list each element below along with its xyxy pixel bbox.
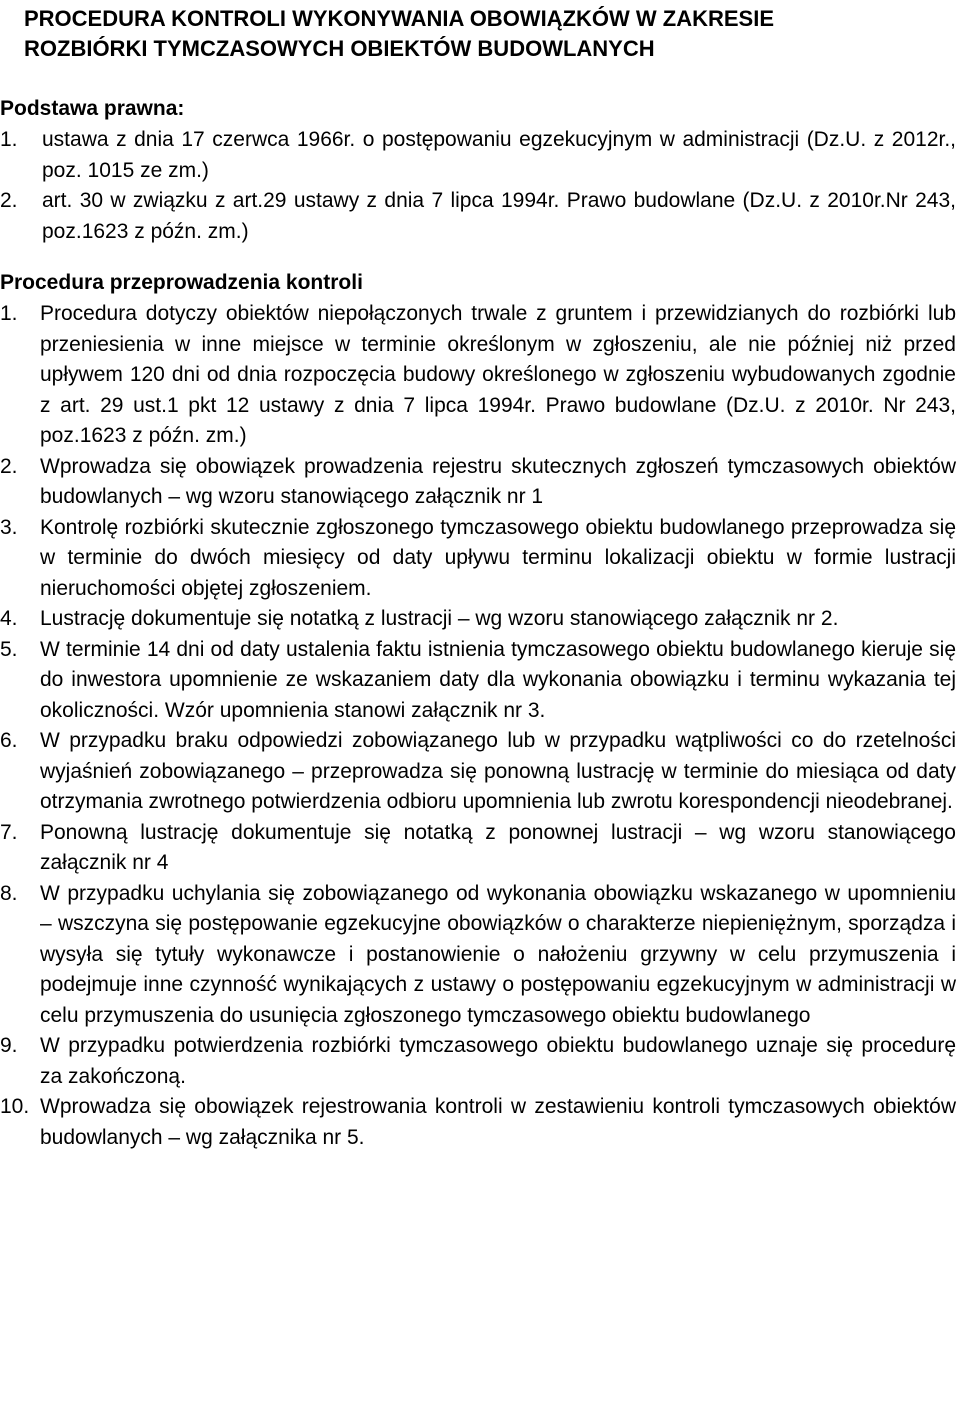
list-item-text: Wprowadza się obowiązek rejestrowania kontroli w zestawieniu kontroli tymczasowych obiektów budowlanych – wg załącznika nr 5.: [40, 1095, 956, 1149]
procedure-item: [0, 879, 956, 1032]
list-item-text: Wprowadza się obowiązek prowadzenia rejestru skutecznych zgłoszeń tymczasowych obiektów budowlanych – wg wzoru stanowiącego załącznik nr 1: [40, 454, 956, 508]
procedure-item: [0, 452, 956, 513]
list-item-text: Kontrolę rozbiórki skutecznie zgłoszonego tymczasowego obiektu budowlanego przeprowadza się w terminie do dwóch miesięcy od daty upływu terminu lokalizacji obiektu w formie lustracji nieruchomości objętej zgłoszeniem.: [40, 515, 956, 600]
list-item-number: 8.: [0, 881, 18, 905]
list-item-number: 5.: [0, 637, 18, 661]
list-item-text: art. 30 w związku z art.29 ustawy z dnia 7 lipca 1994r. Prawo budowlane (Dz.U. z 2010r.Nr 243, poz.1623 z późn. zm.): [42, 189, 956, 243]
list-item-number: 6.: [0, 729, 18, 752]
list-item-number: 2.: [0, 454, 18, 478]
list-item-text: Ponowną lustrację dokumentuje się notatką z ponownej lustracji – wg wzoru stanowiącego załącznik nr 4: [40, 820, 956, 874]
procedure-section: [0, 268, 956, 1153]
list-item-number: 4.: [0, 607, 18, 630]
document-title-line-1: PROCEDURA KONTROLI WYKONYWANIA OBOWIĄZKÓW W ZAKRESIE: [24, 6, 774, 31]
list-item-text: W przypadku potwierdzenia rozbiórki tymczasowego obiektu budowlanego uznaje się procedurę za zakończoną.: [40, 1034, 956, 1088]
list-item-text: Lustrację dokumentuje się notatką z lustracji – wg wzoru stanowiącego załącznik nr 2.: [40, 607, 839, 630]
list-item-number: 1.: [0, 302, 18, 325]
list-item-text: W przypadku uchylania się zobowiązanego od wykonania obowiązku wskazanego w upomnieniu – wszczyna się postępowanie egzekucyjne obowiązków o charakterze niepieniężnym, sporządza i wysyła się tytuły wykonawcze i postanowienie o nałożeniu grzywny w celu przymuszenia i podejmuje inne czynność wynikających z ustawy o postępowaniu egzekucyjnym w administracji w celu przymuszenia do usunięcia zgłoszonego tymczasowego obiektu budowlanego: [40, 881, 956, 1027]
procedure-item: [0, 635, 956, 727]
list-item-number: 1.: [0, 128, 18, 151]
procedure-item: [0, 513, 956, 605]
legal-basis-item: [0, 125, 956, 186]
list-item-text: W przypadku braku odpowiedzi zobowiązanego lub w przypadku wątpliwości co do rzetelności wyjaśnień zobowiązanego – przeprowadza się ponowną lustrację w terminie do miesiąca od daty otrzymania zwrotnego potwierdzenia odbioru upomnienia lub zwrotu korespondencji nieodebranej.: [40, 729, 956, 813]
list-item-number: 7.: [0, 820, 18, 844]
procedure-heading: Procedura przeprowadzenia kontroli: [0, 271, 363, 294]
procedure-list: [0, 299, 956, 1153]
list-item-text: ustawa z dnia 17 czerwca 1966r. o postępowaniu egzekucyjnym w administracji (Dz.U. z 2012r., poz. 1015 ze zm.): [42, 128, 956, 182]
list-item-number: 2.: [0, 189, 18, 212]
procedure-item: [0, 604, 956, 635]
document-title: [24, 4, 956, 64]
legal-basis-list: [0, 125, 956, 247]
procedure-item: [0, 1092, 956, 1153]
list-item-text: Procedura dotyczy obiektów niepołączonych trwale z gruntem i przewidzianych do rozbiórki lub przeniesienia w inne miejsce w terminie określonym w zgłoszeniu, ale nie później niż przed upływem 120 dni od dnia rozpoczęcia budowy określonego w zgłoszeniu wybudowanych zgodnie z art. 29 ust.1 pkt 12 ustawy z dnia 7 lipca 1994r. Prawo budowlane (Dz.U. z 2010r. Nr 243, poz.1623 z późn. zm.): [40, 302, 956, 447]
procedure-item: [0, 726, 956, 818]
list-item-number: 10.: [0, 1095, 30, 1118]
list-item-number: 3.: [0, 515, 18, 539]
list-item-number: 9.: [0, 1034, 18, 1057]
list-item-text: W terminie 14 dni od daty ustalenia faktu istnienia tymczasowego obiektu budowlanego kieruje się do inwestora upomnienie ze wskazaniem daty dla wykonania obowiązku i terminu wykazania tej okoliczności. Wzór upomnienia stanowi załącznik nr 3.: [40, 637, 956, 722]
procedure-item: [0, 299, 956, 452]
legal-basis-section: [0, 94, 956, 247]
document-title-line-2: ROZBIÓRKI TYMCZASOWYCH OBIEKTÓW BUDOWLANYCH: [24, 36, 655, 61]
procedure-item: [0, 1031, 956, 1092]
legal-basis-heading: Podstawa prawna:: [0, 97, 185, 120]
legal-basis-item: [0, 186, 956, 247]
procedure-item: [0, 818, 956, 879]
